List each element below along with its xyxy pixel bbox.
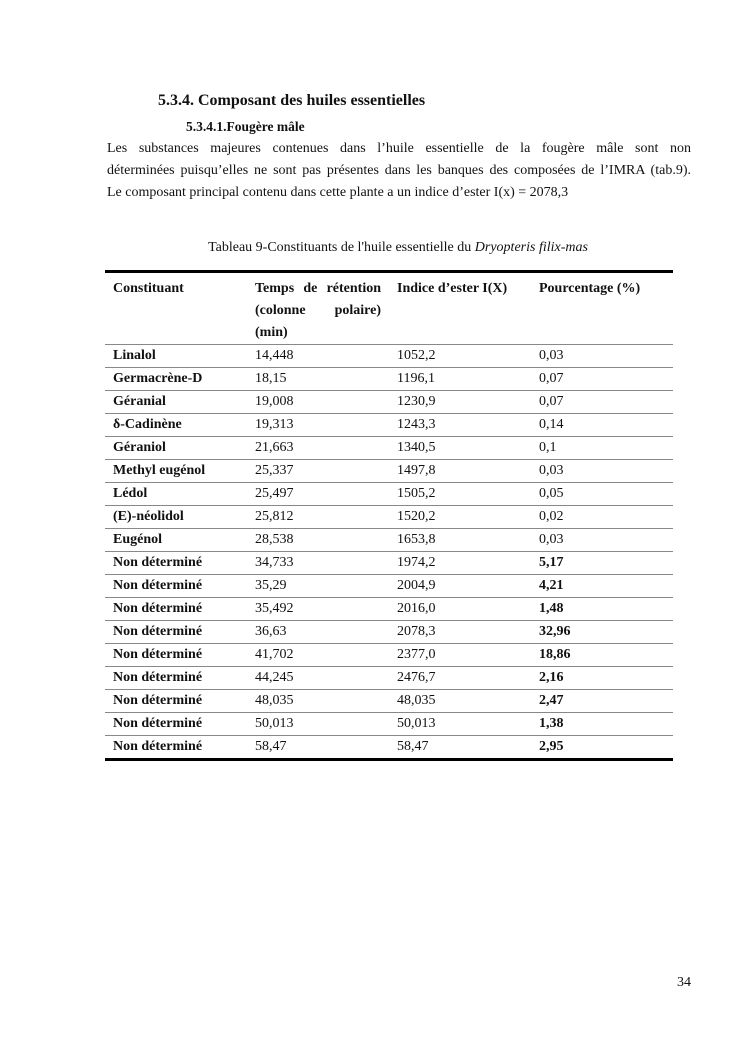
table-row xyxy=(105,483,673,506)
cell-constituant: (E)-néolidol xyxy=(105,506,247,529)
header-retention-line2: (colonne polaire) xyxy=(255,303,381,318)
table-row xyxy=(105,437,673,460)
cell-indice: 1974,2 xyxy=(389,552,531,575)
cell-retention: 25,812 xyxy=(247,506,389,529)
cell-pourcentage: 0,1 xyxy=(531,437,673,460)
header-retention-line1: Temps de rétention xyxy=(255,281,381,296)
cell-indice: 1340,5 xyxy=(389,437,531,460)
cell-pourcentage: 0,14 xyxy=(531,414,673,437)
cell-constituant: Non déterminé xyxy=(105,644,247,667)
cell-indice: 58,47 xyxy=(397,739,429,754)
table-row xyxy=(105,368,673,391)
cell-retention: 19,008 xyxy=(247,391,389,414)
cell-pourcentage: 4,21 xyxy=(531,575,673,598)
table-header-row xyxy=(105,272,673,345)
cell-constituant: Non déterminé xyxy=(105,575,247,598)
cell-constituant: Géranial xyxy=(105,391,247,414)
cell-constituant: Non déterminé xyxy=(113,739,203,754)
table-row xyxy=(105,345,673,368)
cell-constituant: Germacrène-D xyxy=(105,368,247,391)
cell-retention: 48,035 xyxy=(247,690,389,713)
table-row xyxy=(105,713,673,736)
table-row xyxy=(105,391,673,414)
cell-indice: 1497,8 xyxy=(389,460,531,483)
cell-constituant: Non déterminé xyxy=(105,598,247,621)
table-row xyxy=(105,644,673,667)
table-row xyxy=(105,690,673,713)
cell-constituant: Non déterminé xyxy=(105,713,247,736)
cell-retention: 25,497 xyxy=(247,483,389,506)
cell-pourcentage: 32,96 xyxy=(531,621,673,644)
cell-retention: 18,15 xyxy=(247,368,389,391)
cell-pourcentage: 0,02 xyxy=(531,506,673,529)
cell-retention: 34,733 xyxy=(247,552,389,575)
cell-constituant: Methyl eugénol xyxy=(105,460,247,483)
cell-pourcentage: 2,47 xyxy=(531,690,673,713)
cell-constituant: Non déterminé xyxy=(105,690,247,713)
cell-indice: 50,013 xyxy=(389,713,531,736)
table-row xyxy=(105,529,673,552)
table-row xyxy=(105,460,673,483)
cell-pourcentage: 0,03 xyxy=(531,460,673,483)
header-retention xyxy=(247,272,389,345)
table-caption xyxy=(105,240,691,256)
cell-pourcentage: 18,86 xyxy=(531,644,673,667)
cell-retention: 25,337 xyxy=(247,460,389,483)
cell-retention: 21,663 xyxy=(247,437,389,460)
cell-indice: 1243,3 xyxy=(389,414,531,437)
cell-pourcentage: 5,17 xyxy=(531,552,673,575)
header-pourcentage: Pourcentage (%) xyxy=(531,272,673,345)
cell-indice: 1196,1 xyxy=(389,368,531,391)
cell-retention: 14,448 xyxy=(247,345,389,368)
cell-constituant: Géraniol xyxy=(105,437,247,460)
header-constituant: Constituant xyxy=(105,272,247,345)
cell-constituant: δ-Cadinène xyxy=(105,414,247,437)
cell-constituant: Lédol xyxy=(105,483,247,506)
cell-retention: 35,29 xyxy=(247,575,389,598)
cell-constituant: Non déterminé xyxy=(105,552,247,575)
table-row xyxy=(105,667,673,690)
header-indice: Indice d’ester I(X) xyxy=(389,272,531,345)
cell-indice: 1505,2 xyxy=(389,483,531,506)
caption-species: Dryopteris filix-mas xyxy=(474,240,588,255)
cell-retention: 41,702 xyxy=(247,644,389,667)
cell-constituant: Eugénol xyxy=(105,529,247,552)
cell-pourcentage: 0,07 xyxy=(531,368,673,391)
subsection-heading: 5.3.4.1.Fougère mâle xyxy=(186,119,305,134)
table-row xyxy=(105,506,673,529)
cell-indice: 1653,8 xyxy=(389,529,531,552)
cell-constituant: Non déterminé xyxy=(105,667,247,690)
cell-retention: 44,245 xyxy=(247,667,389,690)
caption-prefix: Tableau 9-Constituants de l'huile essentielle du xyxy=(208,240,475,255)
cell-pourcentage: 0,05 xyxy=(531,483,673,506)
table-row xyxy=(105,598,673,621)
cell-indice: 1230,9 xyxy=(389,391,531,414)
cell-indice: 1052,2 xyxy=(389,345,531,368)
cell-indice: 2016,0 xyxy=(389,598,531,621)
cell-retention: 28,538 xyxy=(247,529,389,552)
paragraph xyxy=(107,138,691,204)
paragraph-line: Les substances majeures contenues dans l’huile essentielle de la fougère mâle sont non xyxy=(107,141,691,156)
table-row xyxy=(105,736,673,760)
cell-retention: 36,63 xyxy=(247,621,389,644)
section-heading: 5.3.4. Composant des huiles essentielles xyxy=(158,92,426,109)
cell-retention: 19,313 xyxy=(247,414,389,437)
header-retention-line3: (min) xyxy=(255,325,288,340)
cell-indice: 2004,9 xyxy=(389,575,531,598)
cell-pourcentage: 2,16 xyxy=(531,667,673,690)
cell-constituant: Linalol xyxy=(105,345,247,368)
cell-indice: 2078,3 xyxy=(389,621,531,644)
table-row xyxy=(105,621,673,644)
paragraph-line: Le composant principal contenu dans cette plante a un indice d’ester I(x) = 2078,3 xyxy=(107,185,569,200)
page-number: 34 xyxy=(677,975,691,990)
cell-retention: 58,47 xyxy=(255,739,287,754)
cell-indice: 2377,0 xyxy=(389,644,531,667)
cell-pourcentage: 1,38 xyxy=(531,713,673,736)
cell-retention: 35,492 xyxy=(247,598,389,621)
cell-pourcentage: 0,03 xyxy=(531,345,673,368)
table-row xyxy=(105,552,673,575)
cell-pourcentage: 0,03 xyxy=(531,529,673,552)
cell-indice: 1520,2 xyxy=(389,506,531,529)
constituents-table xyxy=(105,270,673,761)
cell-indice: 2476,7 xyxy=(389,667,531,690)
cell-pourcentage: 1,48 xyxy=(531,598,673,621)
paragraph-line: déterminées puisqu’elles ne sont pas présentes dans les banques des composées de l’IMRA (tab.9). xyxy=(107,163,691,178)
cell-pourcentage: 2,95 xyxy=(539,739,564,754)
cell-constituant: Non déterminé xyxy=(105,621,247,644)
table-row xyxy=(105,414,673,437)
cell-retention: 50,013 xyxy=(247,713,389,736)
cell-indice: 48,035 xyxy=(389,690,531,713)
table-row xyxy=(105,575,673,598)
cell-pourcentage: 0,07 xyxy=(531,391,673,414)
